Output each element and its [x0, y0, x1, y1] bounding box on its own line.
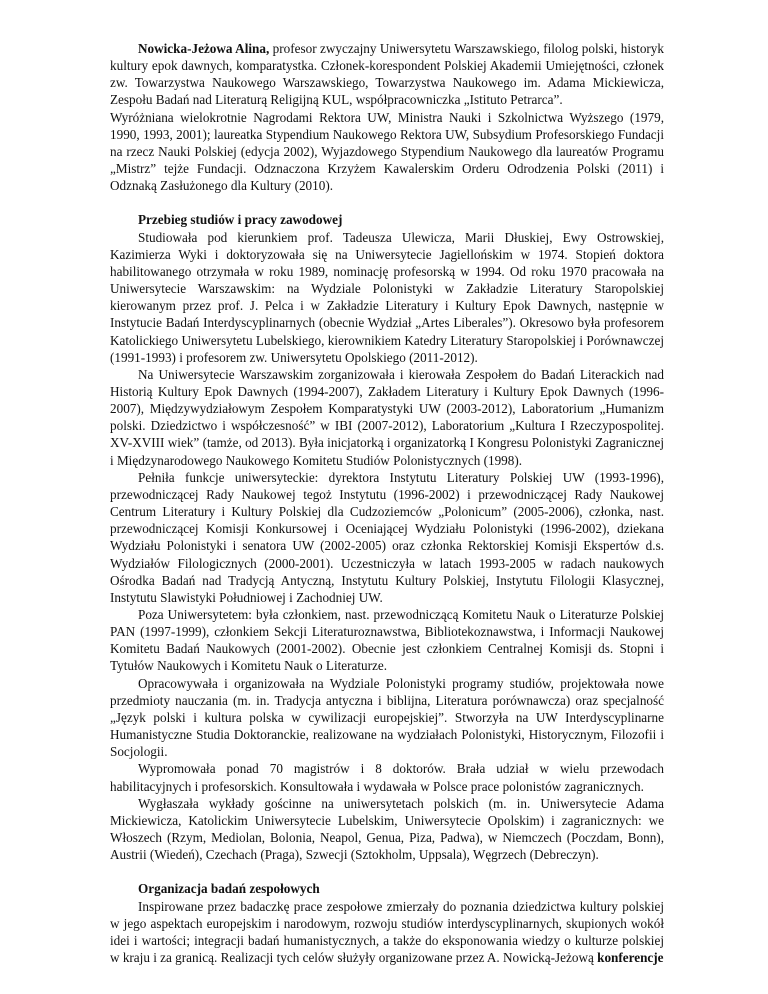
paragraph-promotions: Wypromowała ponad 70 magistrów i 8 doktorów. Brała udział w wielu przewodach habilitacyjnych i profesorskich. Konsultowała i wydawała w Polsce prace polonistów zagranicznych.: [110, 761, 664, 794]
section-heading-studies: Przebieg studiów i pracy zawodowej: [138, 212, 343, 228]
paragraph-programs: Opracowywała i organizowała na Wydziale Polonistyki programy studiów, projektowała nowe przedmioty nauczania (m. in. Tradycja antyczna i biblijna, Literatura porównawcza) oraz specjalność „Język polski i kultura polska w cywilizacji europejskiej”. Stworzyła na UW Interdyscyplinarne Humanistyczne Studia Doktoranckie, realizowane na wydziałach Polonistyki, Historycznym, Filozofii i Socjologii.: [110, 675, 664, 760]
paragraph-outside-university: Poza Uniwersytetem: była członkiem, nast. przewodniczącą Komitetu Nauk o Literaturze Polskiej PAN (1997-1999), członkiem Sekcji Literaturoznawstwa, Bibliotekoznawstwa, i Informacji Naukowej Komitetu Badań Naukowych (2001-2002). Obecnie jest członkiem Centralnej Komisji ds. Stopni i Tytułów Naukowych i Komitetu Nauk o Literaturze.: [110, 607, 664, 674]
intro-paragraph: [110, 40, 664, 109]
paragraph-organization: Na Uniwersytecie Warszawskim zorganizowała i kierowała Zespołem do Badań Literackich nad Historią Kultury Epok Dawnych (1994-2007), Zakładem Literatury i Kultury Epok Dawnych (1996-2007), Międzywydziałowym Zespołem Komparatystyki UW (2003-2012), Laboratorium „Humanizm polski. Dziedzictwo i współczesność” w IBI (2007-2012), Laboratorium „Kultura I Rzeczypospolitej. XV-XVIII wiek” (tamże, od 2013). Była inicjatorką i organizatorką I Kongresu Polonistyki Zagranicznej i Międzynarodowego Naukowego Komitetu Studiów Polonistycznych (1998).: [110, 366, 664, 468]
paragraph-team-research: [110, 898, 664, 967]
awards-paragraph: Wyróżniana wielokrotnie Nagrodami Rektora UW, Ministra Nauki i Szkolnictwa Wyższego (1979, 1990, 1993, 2001); laureatka Stypendium Naukowego Rektora UW, Subsydium Profesorskiego Fundacji na rzecz Nauki Polskiej (edycja 2002), Wyjazdowego Stypendium Naukowego dla laureatów Programu „Mistrz” tejże Fundacji. Odznaczona Krzyżem Kawalerskim Orderu Odrodzenia Polski (2011) i Odznaką Zasłużonego dla Kultury (2010).: [110, 109, 664, 194]
paragraph-functions: Pełniła funkcje uniwersyteckie: dyrektora Instytutu Literatury Polskiej UW (1993-1996), przewodniczącej Rady Naukowej tegoż Instytutu (1996-2002) i przewodniczącej Rady Naukowej Centrum Literatury i Kultury Polskiej dla Cudzoziemców „Polonicum” (2005-2006), członka, nast. przewodniczącej Komisji Konkursowej i Oceniającej Wydziału Polonistyki (1996-2002), dziekana Wydziału Polonistyki i senatora UW (2002-2005) oraz członka Rektorskiej Komisji Ekspertów d.s. Wydziałów Filologicznych (2000-2001). Uczestniczyła w latach 1993-2005 w radach naukowych Ośrodka Badań nad Tradycją Antyczną, Instytutu Kultury Polskiej, Instytutu Filologii Klasycznej, Instytutu Slawistyki Południowej i Zachodniej UW.: [110, 469, 664, 605]
section-heading-team-research: Organizacja badań zespołowych: [138, 881, 320, 897]
author-name: Nowicka-Jeżowa Alina,: [138, 41, 270, 56]
team-research-text: Inspirowane przez badaczkę prace zespołowe zmierzały do poznania dziedzictwa kultury polskiej w jego aspektach europejskim i narodowym, rozwoju studiów interdyscyplinarnych, skupionych wokół idei i wartości; integracji badań humanistycznych, a także do eksponowania wiedzy o kulturze polskiej w kraju i za granicą. Realizacji tych celów służyły organizowane przez A. Nowicką-Jeżową: [110, 898, 664, 965]
intro-text: profesor zwyczajny Uniwersytetu Warszawskiego, filolog polski, historyk kultury epok dawnych, komparatystka. Członek-korespondent Polskiej Akademii Umiejętności, członek zw. Towarzystwa Naukowego Warszawskiego, Towarzystwa Naukowego im. Adama Mickiewicza, Zespołu Badań nad Literaturą Religijną KUL, współpracowniczka „Istituto Petrarca”.: [110, 41, 664, 108]
paragraph-lectures: Wygłaszała wykłady gościnne na uniwersytetach polskich (m. in. Uniwersytecie Adama Mickiewicza, Katolickim Uniwersytecie Lubelskim, Uniwersytecie Opolskim) i zagranicznych: we Włoszech (Rzym, Mediolan, Bolonia, Neapol, Genua, Piza, Padwa), w Niemczech (Poczdam, Bonn), Austrii (Wiedeń), Czechach (Praga), Szwecji (Sztokholm, Uppsala), Węgrzech (Debreczyn).: [110, 795, 664, 863]
conferences-keyword: konferencje: [597, 949, 664, 965]
paragraph-studies: Studiowała pod kierunkiem prof. Tadeusza Ulewicza, Marii Dłuskiej, Ewy Ostrowskiej, Kazimierza Wyki i doktoryzowała się na Uniwersytecie Jagiellońskim w 1974. Stopień doktora habilitowanego otrzymała w roku 1989, nominację profesorską w 1994. Od roku 1970 pracowała na Uniwersytecie Warszawskim: na Wydziale Polonistyki w Zakładzie Literatury Staropolskiej kierowanym przez prof. J. Pelca i w Zakładzie Literatury i Kultury Epok Dawnych, następnie w Instytucie Badań Interdyscyplinarnych (obecnie Wydział „Artes Liberales”). Okresowo była profesorem Katolickiego Uniwersytetu Lubelskiego, kierownikiem Katedry Literatury Staropolskiej i Porównawczej (1991-1993) i profesorem zw. Uniwersytetu Opolskiego (2011-2012).: [110, 229, 664, 365]
document-page: [110, 40, 664, 966]
